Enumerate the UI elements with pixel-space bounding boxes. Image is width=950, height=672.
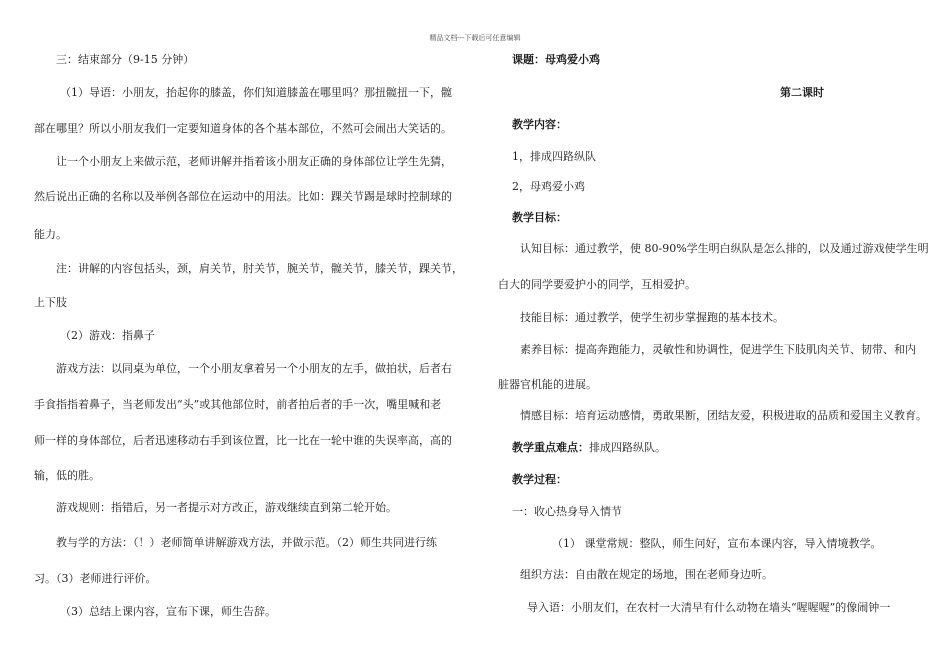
goals-heading: 教学目标： (512, 211, 567, 224)
key-text: 排成四路纵队。 (589, 441, 666, 454)
left-line: 部在哪里？所以小朋友我们一定要知道身体的各个基本部位，不然可会闹出大笑话的。 (34, 122, 452, 135)
goal-line: 技能目标：通过教学，使学生初步掌握跑的基本技术。 (520, 311, 784, 324)
left-line: 然后说出正确的名称以及举例各部位在运动中的用法。比如：踝关节踢是球时控制球的 (34, 190, 452, 203)
left-line: 游戏方法：以同桌为单位，一个小朋友拿着另一个小朋友的左手，做拍状，后者右 (56, 362, 452, 375)
key-points (512, 441, 666, 455)
process-line: 导入语：小朋友们，在农村一大清早有什么动物在墙头“喔喔喔”的像闹钟一 (527, 601, 891, 614)
process-line: 一：收心热身导入情节 (512, 505, 622, 518)
left-line: 能力。 (34, 228, 67, 241)
goal-line: 白大的同学要爱护小的同学，互相爱护。 (498, 278, 696, 291)
left-line: 教与学的方法：（！）老师简单讲解游戏方法，并做示范。（2）师生共同进行练 (56, 536, 437, 549)
left-line: 输，低的胜。 (34, 469, 100, 482)
left-line: 上下肢 (34, 296, 67, 309)
page-header: 精品文档---下载后可任意编辑 (429, 34, 521, 42)
process-heading: 教学过程： (512, 473, 567, 486)
left-line: （2）游戏：指鼻子 (60, 329, 155, 342)
left-line: 三：结束部分（9-15 分钟） (56, 53, 195, 66)
key-heading: 教学重点难点： (512, 441, 589, 454)
process-line: （1） 课堂常规：整队，师生问好，宣布本课内容，导入情境教学。 (552, 537, 882, 550)
left-line: 让一个小朋友上来做示范，老师讲解并指着该小朋友正确的身体部位让学生先猜， (56, 155, 452, 168)
content-item: 2，母鸡爱小鸡 (512, 180, 585, 193)
left-line: 注：讲解的内容包括头，颈，肩关节，肘关节，腕关节，髋关节，膝关节，踝关节， (56, 262, 463, 275)
left-line: （1）导语：小朋友，抬起你的膝盖，你们知道膝盖在哪里吗？那扭髋扭一下，髋 (60, 86, 452, 99)
goal-line: 脏器官机能的进展。 (498, 378, 597, 391)
left-line: 习。（3）老师进行评价。 (34, 572, 157, 585)
goal-line: 情感目标：培育运动感情，勇敢果断，团结友爱，积极进取的品质和爱国主义教育。 (520, 409, 927, 422)
left-line: 师一样的身体部位，后者迅速移动右手到该位置，比一比在一轮中谁的失误率高，高的 (34, 434, 452, 447)
lesson-title: 课题：母鸡爱小鸡 (512, 53, 600, 66)
content-item: 1，排成四路纵队 (512, 150, 596, 163)
left-line: （3）总结上课内容，宣布下课，师生告辞。 (60, 605, 276, 618)
period-title: 第二课时 (780, 86, 824, 99)
content-heading: 教学内容： (512, 118, 567, 131)
left-line: 手食指指着鼻子，当老师发出“头”或其他部位时，前者拍后者的手一次，嘴里喊和老 (34, 398, 442, 411)
process-line: 组织方法：自由散在规定的场地，围在老师身边听。 (520, 568, 773, 581)
goal-line: 素养目标：提高奔跑能力，灵敏性和协调性，促进学生下肢肌肉关节、韧带、和内 (520, 343, 916, 356)
goal-line: 认知目标：通过教学，使 80-90%学生明白纵队是怎么排的，以及通过游戏使学生明 (520, 242, 929, 255)
left-line: 游戏规则：指错后，另一者提示对方改正，游戏继续直到第二轮开始。 (56, 501, 397, 514)
